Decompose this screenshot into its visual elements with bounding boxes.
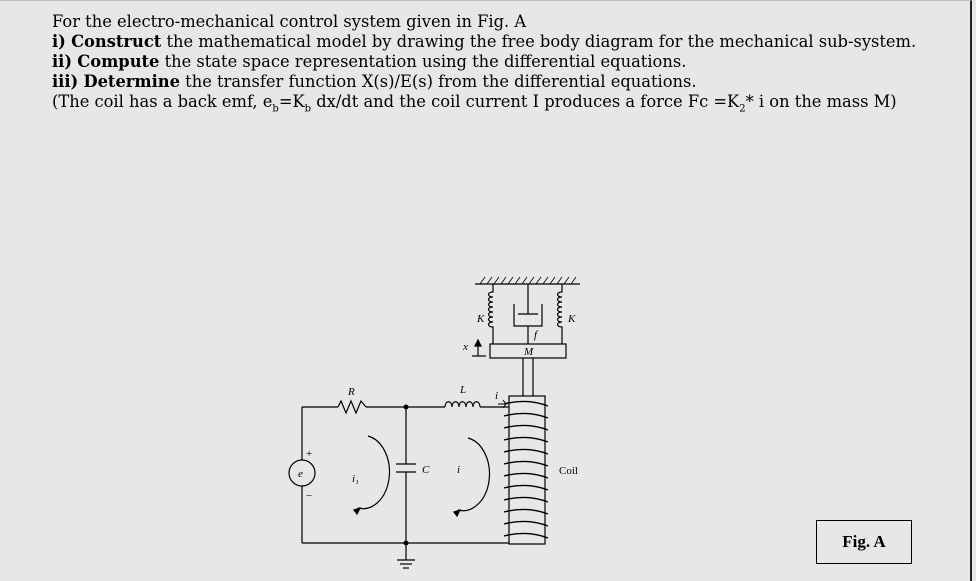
- item-number: iii): [52, 72, 79, 91]
- electromechanical-system-diagram: [280, 270, 640, 570]
- item-number: i): [52, 32, 66, 51]
- note-sub: b: [304, 103, 312, 115]
- capacitor-label: C: [422, 464, 430, 476]
- loop-current-label-1: i₁: [352, 473, 359, 485]
- figure-caption: [816, 520, 912, 564]
- junction-dot: [404, 405, 409, 410]
- loop-current-arrow-2: [458, 438, 489, 511]
- question-item-3: [52, 72, 952, 92]
- source-label: e: [298, 468, 303, 480]
- question-intro: For the electro-mechanical control system given in Fig. A: [52, 12, 527, 31]
- coil-label: Coil: [559, 465, 578, 477]
- question-item-1: [52, 32, 952, 52]
- spring-right-label: K: [568, 313, 576, 325]
- source-minus-label: −: [306, 490, 313, 502]
- spring-left-label: K: [477, 313, 485, 325]
- loop-current-arrow-1: [358, 436, 389, 509]
- note-text: =K: [278, 92, 305, 111]
- arrowhead: [454, 510, 460, 516]
- note-text: (The coil has a back emf, e: [52, 92, 273, 111]
- loop-current-label-2: i: [457, 464, 461, 476]
- item-verb: Compute: [77, 52, 160, 71]
- x-arrow: [472, 340, 486, 356]
- current-label-top: i: [495, 390, 499, 402]
- item-text: the state space representation using the differential equations.: [159, 52, 687, 71]
- resistor: [338, 401, 366, 413]
- item-number: ii): [52, 52, 73, 71]
- damper-label: f: [534, 329, 538, 341]
- displacement-label: x: [463, 341, 468, 353]
- damper: [514, 284, 542, 344]
- resistor-label: R: [348, 386, 355, 398]
- ceiling-hatch: [480, 277, 576, 284]
- question-block: [52, 12, 952, 115]
- inductor: [445, 402, 480, 407]
- spring-left: [489, 284, 494, 344]
- mass-label: M: [524, 346, 534, 358]
- item-text: the mathematical model by drawing the free body diagram for the mechanical sub-system.: [161, 32, 917, 51]
- arrowhead: [354, 508, 360, 514]
- inductor-label: L: [460, 384, 467, 396]
- junction-dot: [404, 541, 409, 546]
- item-text: the transfer function X(s)/E(s) from the differential equations.: [180, 72, 697, 91]
- note-sub: b: [272, 103, 279, 115]
- note-text: * i on the mass M): [745, 92, 897, 111]
- item-verb: Determine: [83, 72, 180, 91]
- note-sub: 2: [739, 103, 746, 115]
- note-text: dx/dt and the coil current I produces a force Fc =K: [311, 92, 740, 111]
- source-plus-label: +: [306, 448, 313, 460]
- ground-symbol: [397, 560, 415, 568]
- spring-right: [558, 284, 563, 344]
- circuit-wires: [302, 407, 509, 560]
- figure-caption-text: Fig. A: [842, 532, 886, 551]
- question-note: [52, 92, 952, 115]
- question-item-2: [52, 52, 952, 72]
- item-verb: Construct: [71, 32, 162, 51]
